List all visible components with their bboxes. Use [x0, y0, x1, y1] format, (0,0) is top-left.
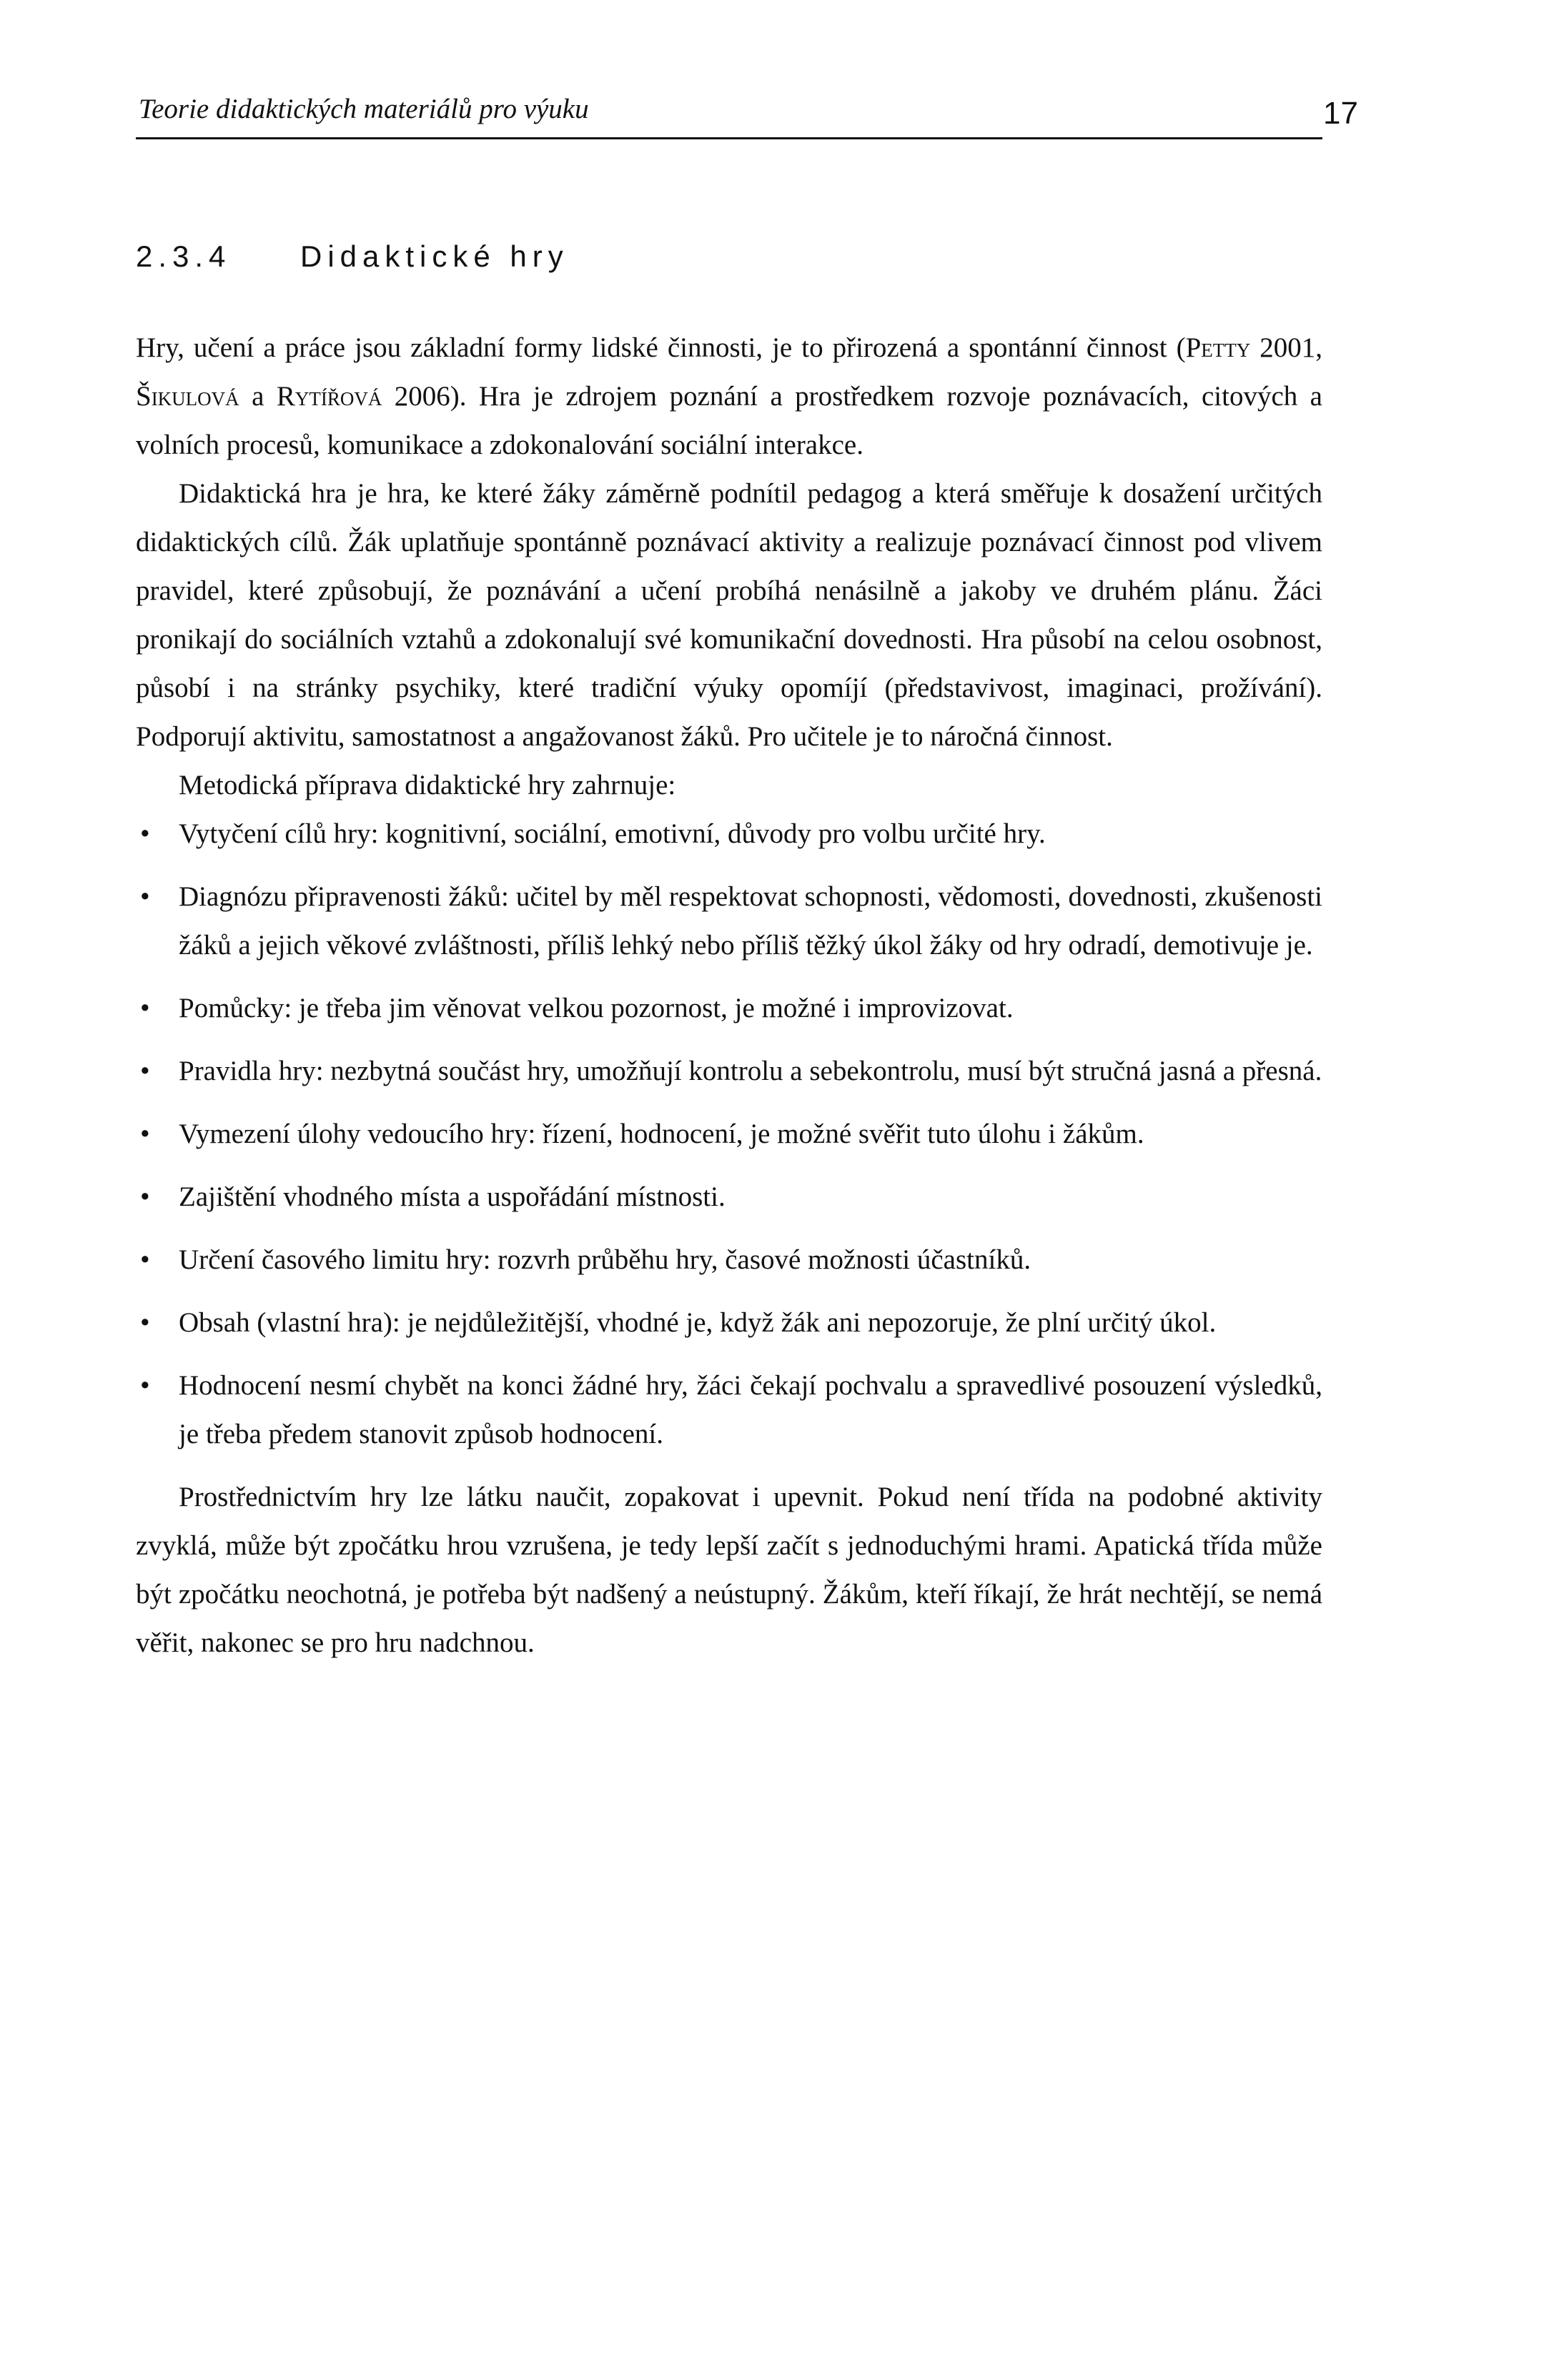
bullet-icon: • — [140, 1181, 150, 1212]
bullet-icon: • — [140, 1244, 150, 1275]
list-item — [136, 1236, 1322, 1284]
list-item-text: Vytyčení cílů hry: kognitivní, sociální, emotivní, důvody pro volbu určité hry. — [179, 818, 1046, 849]
citation-author: Petty — [1185, 332, 1251, 363]
paragraph-closing: Prostřednictvím hry lze látku naučit, zopakovat i upevnit. Pokud není třída na podobné aktivity zvyklá, může být zpočátku hrou vzrušena, je tedy lepší začít s jednoduchými hrami. Apatická třída může být zpočátku neochotná, je potřeba být nadšený a neústupný. Žákům, kteří říkají, že hrát nechtějí, se nemá věřit, nakonec se pro hru nadchnou. — [136, 1482, 1322, 1658]
list-item-text: Vymezení úlohy vedoucího hry: řízení, hodnocení, je možné svěřit tuto úlohu i žákům. — [179, 1119, 1144, 1149]
list-item-text: Obsah (vlastní hra): je nejdůležitější, vhodné je, když žák ani nepozoruje, že plní určitý úkol. — [179, 1307, 1217, 1338]
list-item — [136, 1173, 1322, 1221]
running-header — [136, 86, 1358, 139]
list-item-text: Pravidla hry: nezbytná součást hry, umožňují kontrolu a sebekontrolu, musí být stručná jasná a přesná. — [179, 1056, 1322, 1086]
citation-author: Šikulová — [136, 381, 239, 412]
bullet-icon: • — [140, 881, 150, 912]
citation-author: Rytířová — [276, 381, 382, 412]
paragraph-intro-text-2: 2001, — [1250, 332, 1323, 363]
bullet-icon: • — [140, 1119, 150, 1149]
section-title: Didaktické hry — [300, 239, 569, 273]
paragraph-definition: Didaktická hra je hra, ke které žáky záměrně podnítil pedagog a která směřuje k dosažení určitých didaktických cílů. Žák uplatňuje spontánně poznávací aktivity a realizuje poznávací činnost pod vlivem pravidel, které způsobují, že poznávání a učení probíhá nenásilně a jakoby ve druhém plánu. Žáci pronikají do sociálních vztahů a zdokonalují své komunikační dovednosti. Hra působí na celou osobnost, působí i na stránky psychiky, které tradiční výuky opomíjí (představivost, imaginaci, prožívání). Podporují aktivitu, samostatnost a angažovanost žáků. Pro učitele je to náročná činnost. — [136, 478, 1322, 752]
bullet-icon: • — [140, 1370, 150, 1401]
section-number: 2.3.4 — [136, 239, 232, 273]
body-text — [136, 324, 1322, 1667]
list-item — [136, 873, 1322, 970]
section-heading — [136, 239, 1322, 274]
bullet-icon: • — [140, 818, 150, 849]
paragraph-intro — [136, 324, 1322, 470]
running-header-title: Teorie didaktických materiálů pro výuku — [139, 94, 589, 124]
paragraph-intro-text-4: 2006). Hra je zdrojem poznání a prostředkem rozvoje poznávacích, citových a volních procesů, komunikace a zdokonalování sociální interakce. — [136, 381, 1322, 460]
bullet-icon: • — [140, 1307, 150, 1338]
list-item-text: Určení časového limitu hry: rozvrh průběhu hry, časové možnosti účastníků. — [179, 1244, 1031, 1275]
list-item — [136, 1299, 1322, 1347]
list-item-text: Pomůcky: je třeba jim věnovat velkou pozornost, je možné i improvizovat. — [179, 993, 1014, 1023]
list-item-text: Diagnózu připravenosti žáků: učitel by měl respektovat schopnosti, vědomosti, dovednosti, zkušenosti žáků a jejich věkové zvláštnosti, příliš lehký nebo příliš těžký úkol žáky od hry odradí, demotivuje je. — [179, 881, 1322, 961]
bullet-icon: • — [140, 993, 150, 1023]
paragraph-intro-text-1: Hry, učení a práce jsou základní formy lidské činnosti, je to přirozená a spontánní činnost ( — [136, 332, 1186, 363]
bullet-list — [136, 810, 1322, 1459]
list-item — [136, 1110, 1322, 1159]
paragraph-intro-text-3: a — [239, 381, 277, 412]
list-item — [136, 810, 1322, 858]
list-item-text: Zajištění vhodného místa a uspořádání místnosti. — [179, 1181, 726, 1212]
list-item — [136, 984, 1322, 1033]
document-page — [136, 86, 1358, 1667]
bullet-icon: • — [140, 1056, 150, 1086]
list-intro: Metodická příprava didaktické hry zahrnuje: — [179, 770, 676, 800]
list-item — [136, 1362, 1322, 1459]
list-item — [136, 1047, 1322, 1096]
page-number: 17 — [1323, 96, 1358, 131]
list-item-text: Hodnocení nesmí chybět na konci žádné hry, žáci čekají pochvalu a spravedlivé posouzení výsledků, je třeba předem stanovit způsob hodnocení. — [179, 1370, 1322, 1449]
